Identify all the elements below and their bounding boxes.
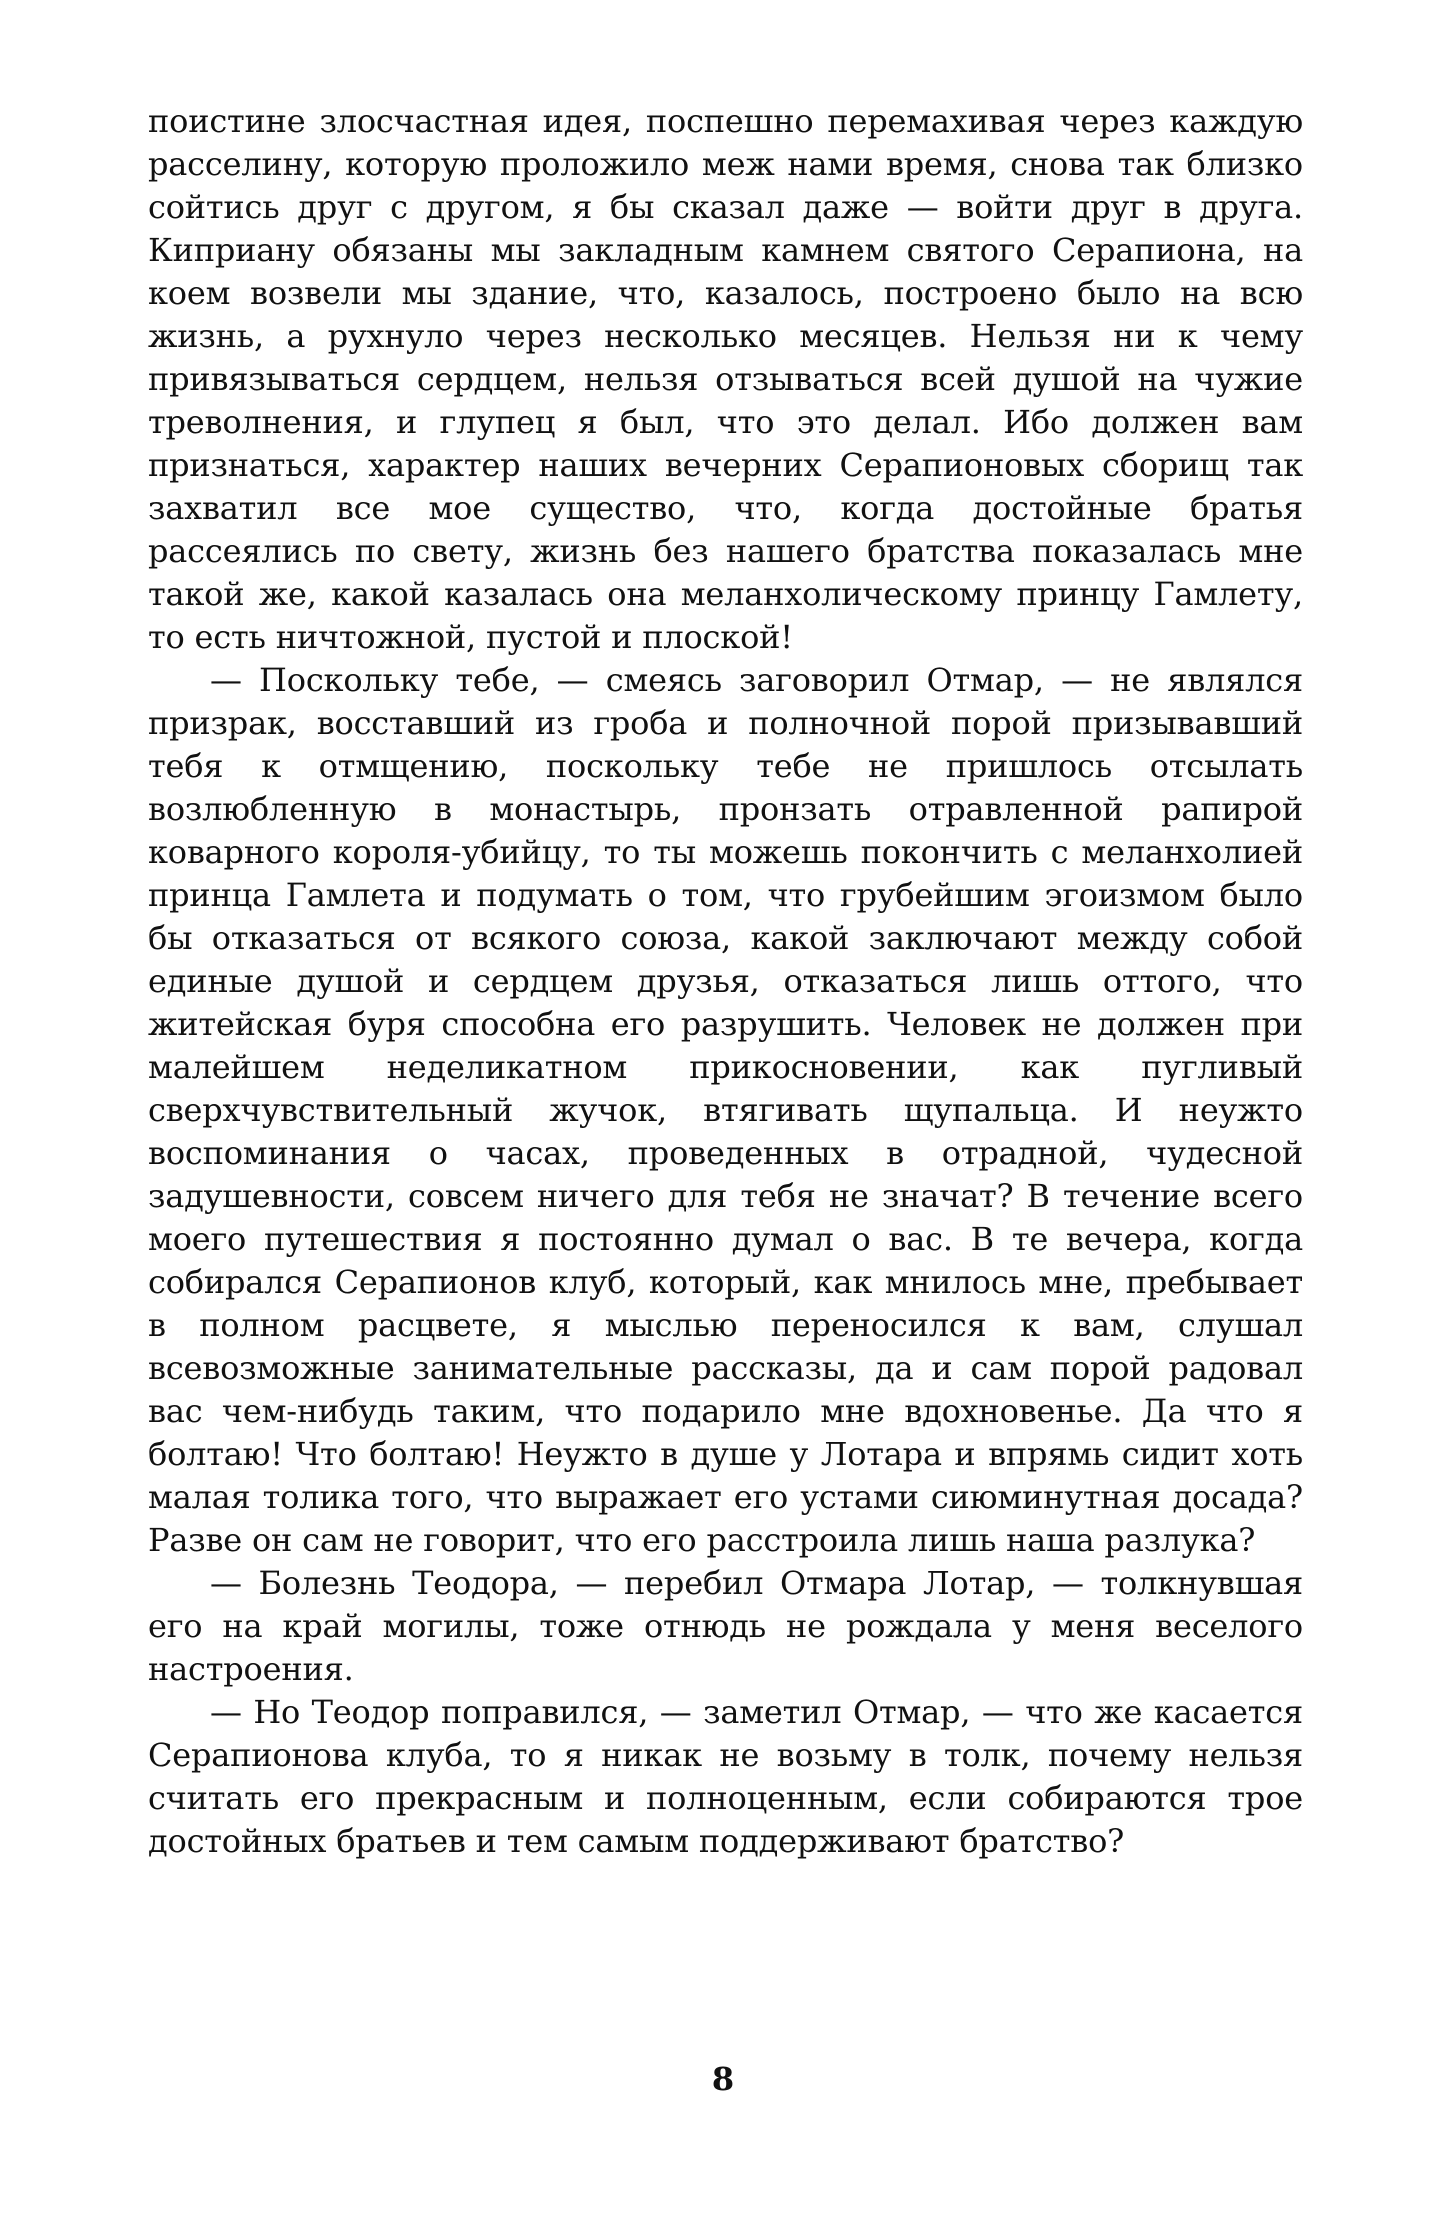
paragraph-otmar-remark: — Но Теодор поправился, — заметил Отмар, — что же касается Серапионова клуба, то я никак не возьму в толк, почему нельзя считать его прекрасным и полноценным, если собираются трое достойных братьев и тем самым поддерживают братство? — [148, 1693, 1303, 1860]
paragraph-continuation: поистине злосчастная идея, поспешно перемахивая через каждую расселину, которую проложило меж нами время, снова так близко сойтись друг с другом, я бы сказал даже — войти друг в друга. Киприану обязаны мы закладным камнем святого Серапиона, на коем возвели мы здание, что, казалось, построено было на всю жизнь, а рухнуло через несколько месяцев. Нельзя ни к чему привязываться сердцем, нельзя отзываться всей душой на чужие треволнения, и глупец я был, что это делал. Ибо должен вам признаться, характер наших вечерних Серапионовых сборищ так захватил все мое существо, что, когда достойные братья рассеялись по свету, жизнь без нашего братства показалась мне такой же, какой казалась она меланхолическому принцу Гамлету, то есть ничтожной, пустой и плоской! — [148, 102, 1303, 656]
paragraph-otmar-reply: — Поскольку тебе, — смеясь заговорил Отмар, — не являлся призрак, восставший из гроба и полночной порой призывавший тебя к отмщению, поскольку тебе не пришлось отсылать возлюбленную в монастырь, пронзать отравленной рапирой коварного короля-убийцу, то ты можешь покончить с меланхолией принца Гамлета и подумать о том, что грубейшим эгоизмом было бы отказаться от всякого союза, какой заключают между собой единые душой и сердцем друзья, отказаться лишь оттого, что житейская буря способна его разрушить. Человек не должен при малейшем неделикатном прикосновении, как пугливый сверхчувствительный жучок, втягивать щупальца. И неужто воспоминания о часах, проведенных в отрадной, чудесной задушевности, совсем ничего для тебя не значат? В течение всего моего путешествия я постоянно думал о вас. В те вечера, когда собирался Серапионов клуб, который, как мнилось мне, пребывает в полном расцвете, я мыслью переносился к вам, слушал всевозможные занимательные рассказы, да и сам порой радовал вас чем-нибудь таким, что подарило мне вдохновенье. Да что я болтаю! Что болтаю! Неужто в душе у Лотара и впрямь сидит хоть малая толика того, что выражает его устами сиюминутная досада? Разве он сам не говорит, что его расстроила лишь наша разлука? — [148, 661, 1303, 1559]
page-number: 8 — [711, 2060, 735, 2098]
paragraph-lothar-reply: — Болезнь Теодора, — перебил Отмара Лотар, — толкнувшая его на край могилы, тоже отнюдь не рождала у меня веселого настроения. — [148, 1564, 1303, 1688]
body-text — [148, 100, 1303, 1863]
